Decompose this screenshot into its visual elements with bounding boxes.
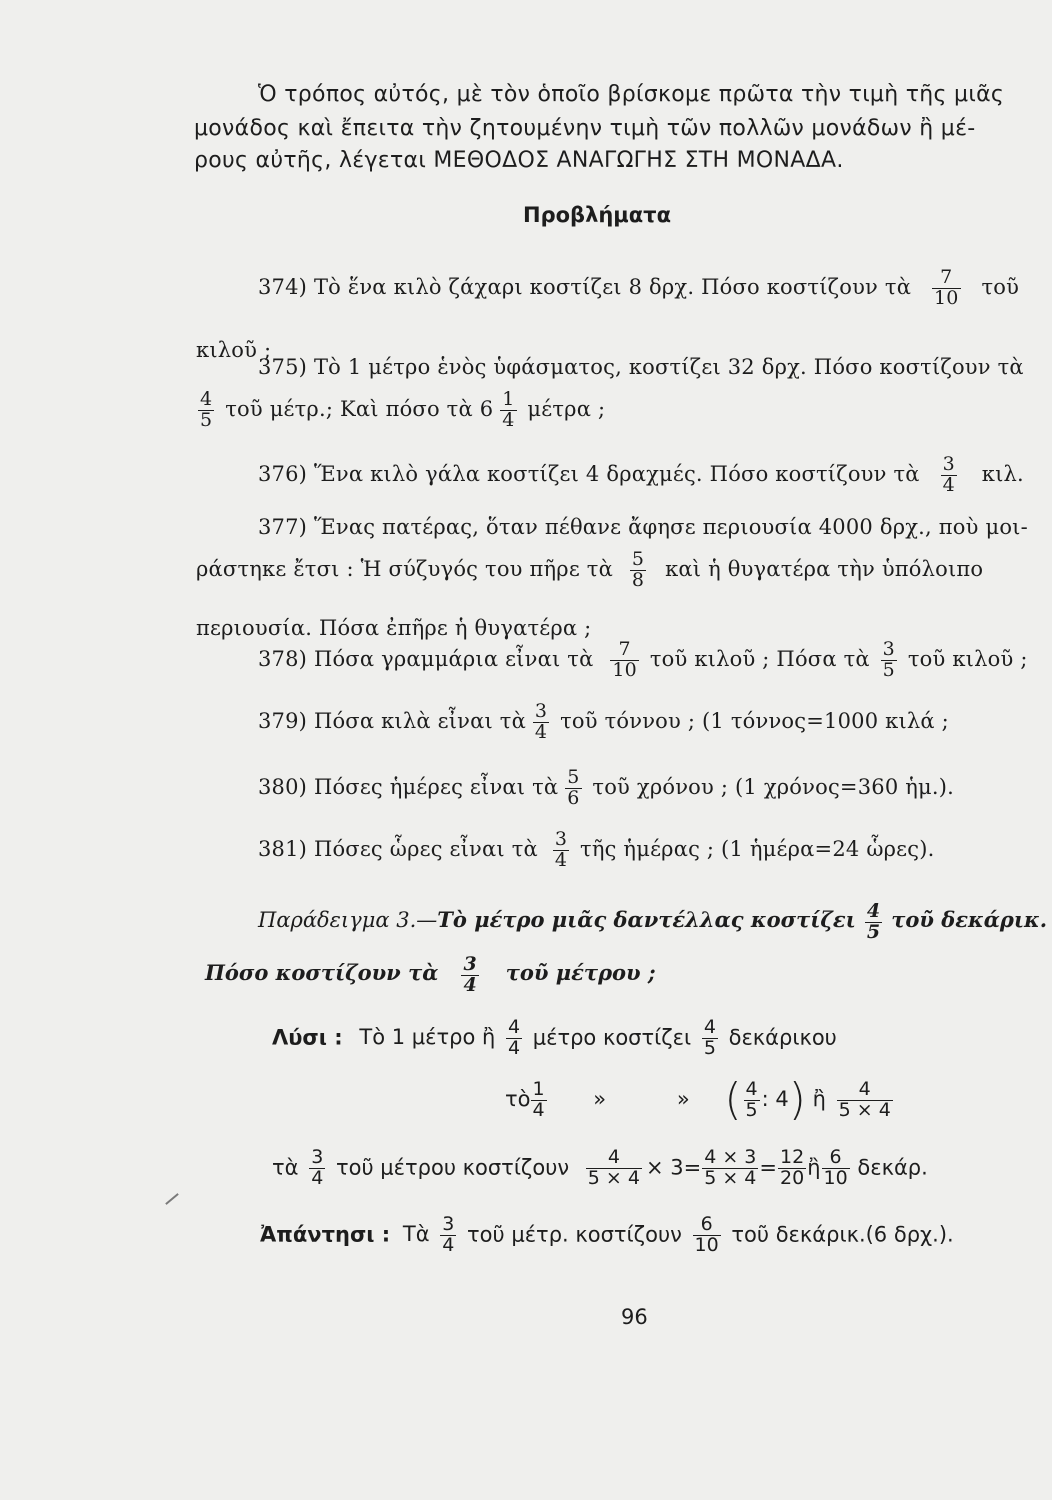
denominator: 8	[631, 568, 645, 591]
problem-374-text: 374) Τὸ ἕνα κιλὸ ζάχαρι κοστίζει 8 δρχ. Πόσο κοστίζουν τὰ	[258, 274, 912, 299]
example-label: Παράδειγμα 3.—	[258, 907, 438, 932]
numerator: 3	[942, 453, 955, 475]
answer-text-3: τοῦ δεκάρικ.(6 δρχ.).	[731, 1222, 954, 1247]
problem-379-text-2: τοῦ τόννου ; (1 τόννος=1000 κιλά ;	[560, 708, 949, 733]
denominator: 4	[942, 473, 955, 496]
fraction	[506, 1018, 522, 1059]
fraction	[461, 955, 478, 996]
fraction	[865, 902, 882, 943]
denominator: 20	[780, 1166, 805, 1189]
problem-380-text-2: τοῦ χρόνου ; (1 χρόνος=360 ἡμ.).	[592, 774, 955, 799]
answer-label: Ἀπάντησι :	[260, 1222, 391, 1247]
numerator: 4	[858, 1077, 871, 1100]
fraction	[586, 1148, 642, 1189]
fraction	[553, 830, 569, 871]
problem-378-text: 378) Πόσα γραμμάρια εἶναι τὰ	[258, 646, 594, 671]
problem-380	[258, 768, 954, 809]
denominator: 4	[507, 1036, 521, 1059]
solution-l3-equals: =	[759, 1155, 777, 1180]
numerator: 7	[618, 638, 631, 660]
ditto-mark: »	[676, 1087, 690, 1111]
problem-381-text-2: τῆς ἡμέρας ; (1 ἡμέρα=24 ὧρες).	[580, 836, 935, 861]
solution-l3-times: × 3=	[645, 1155, 702, 1180]
intro-line-3: ρους αὐτῆς, λέγεται ΜΕΘΟΔΟΣ ΑΝΑΓΩΓΗΣ ΣΤΗ ΜΟΝΑΔΑ.	[194, 148, 844, 173]
numerator: 6	[829, 1146, 842, 1168]
numerator: 4	[866, 900, 881, 922]
problem-376-text: 376) Ἕνα κιλὸ γάλα κοστίζει 4 δραχμές. Πόσο κοστίζουν τὰ	[258, 461, 920, 486]
problem-380-text: 380) Πόσες ἡμέρες εἶναι τὰ	[258, 774, 559, 799]
fraction	[822, 1148, 850, 1189]
numerator: 4 × 3	[704, 1146, 757, 1168]
denominator: 5 × 4	[587, 1166, 640, 1189]
fraction	[630, 550, 646, 591]
numerator: 5	[567, 766, 580, 788]
fraction	[744, 1077, 760, 1121]
numerator: 1	[502, 388, 515, 410]
denominator: 5	[866, 920, 881, 943]
problem-375-text-2: τοῦ μέτρ.; Καὶ πόσο τὰ 6	[225, 396, 494, 421]
solution-text-3: δεκάρικου	[728, 1025, 837, 1050]
intro-line-2: μονάδος καὶ ἔπειτα τὴν ζητουμένην τιμὴ τῶν πολλῶν μονάδων ἢ μέ-	[194, 116, 976, 141]
denominator: 5	[703, 1036, 716, 1059]
numerator: 3	[882, 638, 895, 660]
numerator: 12	[780, 1146, 805, 1168]
solution-l3-text-2: τοῦ μέτρου κοστίζουν	[335, 1155, 570, 1180]
problem-377-text-2: ράστηκε ἔτσι : Ἡ σύζυγός του πῆρε τὰ	[196, 556, 613, 581]
numerator: 4	[745, 1077, 758, 1100]
solution-l2-text: τὸ	[505, 1087, 531, 1111]
numerator: 4	[507, 1016, 521, 1038]
problem-374-continued: κιλοῦ ;	[196, 338, 272, 362]
answer-line	[260, 1215, 954, 1256]
fraction	[702, 1148, 758, 1189]
right-paren: )	[788, 1074, 806, 1125]
problem-377-line-2	[196, 550, 983, 591]
solution-label: Λύσι :	[272, 1025, 343, 1050]
denominator: 5	[882, 658, 895, 681]
problem-378-text-3: τοῦ κιλοῦ ;	[907, 646, 1028, 671]
numerator: 4	[200, 388, 213, 410]
problem-376	[258, 455, 1024, 496]
denominator: 4	[502, 408, 515, 431]
denominator: 10	[612, 658, 637, 681]
fraction	[837, 1077, 893, 1121]
problem-375-text-3: μέτρα ;	[527, 396, 606, 421]
fraction	[778, 1148, 806, 1189]
problem-374-text-2: τοῦ	[981, 274, 1020, 299]
example-question-text: Πόσο κοστίζουν τὰ	[205, 959, 439, 985]
solution-line-2	[505, 1074, 897, 1125]
fraction	[500, 390, 516, 431]
denominator: 4	[534, 720, 548, 743]
left-paren: (	[724, 1074, 742, 1125]
problem-378-text-2: τοῦ κιλοῦ ; Πόσα τὰ	[649, 646, 870, 671]
denominator: 4	[532, 1098, 545, 1121]
problem-378	[258, 640, 1028, 681]
problem-379-text: 379) Πόσα κιλὰ εἶναι τὰ	[258, 708, 526, 733]
denominator: 10	[823, 1166, 848, 1189]
numerator: 1	[532, 1077, 545, 1100]
fraction	[881, 640, 897, 681]
problem-374	[258, 268, 1019, 309]
denominator: 4	[311, 1166, 324, 1189]
numerator: 5	[631, 548, 645, 570]
numerator: 6	[700, 1213, 713, 1235]
numerator: 3	[463, 953, 477, 975]
fraction	[610, 640, 639, 681]
denominator: 5	[200, 408, 213, 431]
example-question-text-2: τοῦ μέτρου ;	[505, 959, 656, 985]
denominator: 5 × 4	[704, 1166, 757, 1189]
denominator: 5	[745, 1098, 758, 1121]
answer-text: Τὰ	[402, 1222, 430, 1247]
denominator: 10	[694, 1233, 719, 1256]
problem-375-continued	[198, 390, 605, 431]
fraction	[440, 1215, 456, 1256]
fraction	[693, 1215, 721, 1256]
problem-381-text: 381) Πόσες ὧρες εἶναι τὰ	[258, 836, 538, 861]
numerator: 3	[534, 700, 548, 722]
denominator: 5 × 4	[838, 1098, 891, 1121]
problem-377: 377) Ἕνας πατέρας, ὅταν πέθανε ἄφησε περιουσία 4000 δρχ., ποὺ μοι-	[258, 515, 1028, 539]
solution-line-3	[272, 1148, 928, 1189]
problem-376-text-2: κιλ.	[981, 461, 1024, 486]
solution-line-1	[272, 1018, 837, 1059]
fraction	[198, 390, 214, 431]
numerator: 4	[703, 1016, 716, 1038]
fraction	[941, 455, 957, 496]
divide-text: : 4	[761, 1087, 789, 1111]
fraction	[309, 1148, 325, 1189]
solution-l3-text: τὰ	[272, 1155, 299, 1180]
solution-l3-text-3: δεκάρ.	[857, 1155, 928, 1180]
problem-377-line-3: περιουσία. Πόσα ἐπῆρε ἡ θυγατέρα ;	[196, 616, 592, 640]
fraction	[932, 268, 961, 309]
page-number: 96	[621, 1305, 648, 1329]
numerator: 3	[442, 1213, 455, 1235]
numerator: 7	[940, 266, 953, 288]
intro-line-1: Ὁ τρόπος αὐτός, μὲ τὸν ὁποῖο βρίσκομε πρῶτα τὴν τιμὴ τῆς μιᾶς	[258, 82, 1005, 107]
fraction	[702, 1018, 718, 1059]
solution-l2-or: ἢ	[812, 1087, 826, 1111]
solution-text: Τὸ 1 μέτρο ἢ	[359, 1025, 496, 1050]
numerator: 4	[607, 1146, 620, 1168]
solution-l3-or: ἢ	[807, 1155, 821, 1180]
fraction	[533, 702, 549, 743]
denominator: 4	[463, 973, 477, 996]
problem-381	[258, 830, 935, 871]
answer-text-2: τοῦ μέτρ. κοστίζουν	[467, 1222, 682, 1247]
solution-text-2: μέτρο κοστίζει	[532, 1025, 692, 1050]
problem-379	[258, 702, 949, 743]
fraction	[531, 1077, 547, 1121]
example-text-2: τοῦ δεκάρικ.	[891, 906, 1048, 932]
fraction	[565, 768, 581, 809]
problem-375: 375) Τὸ 1 μέτρο ἑνὸς ὑφάσματος, κοστίζει 32 δρχ. Πόσο κοστίζουν τὰ	[258, 355, 1024, 379]
numerator: 3	[311, 1146, 324, 1168]
example-heading	[258, 902, 1047, 943]
denominator: 6	[567, 786, 580, 809]
denominator: 10	[934, 286, 959, 309]
example-question	[205, 955, 656, 996]
ditto-mark: »	[593, 1087, 607, 1111]
denominator: 4	[554, 848, 568, 871]
example-text: Τὸ μέτρο μιᾶς δαντέλλας κοστίζει	[437, 906, 856, 932]
section-heading: Προβλήματα	[523, 203, 672, 227]
problem-377-text-3: καὶ ἡ θυγατέρα τὴν ὑπόλοιπο	[665, 556, 984, 581]
numerator: 3	[554, 828, 568, 850]
denominator: 4	[442, 1233, 455, 1256]
stray-mark	[165, 1193, 179, 1205]
